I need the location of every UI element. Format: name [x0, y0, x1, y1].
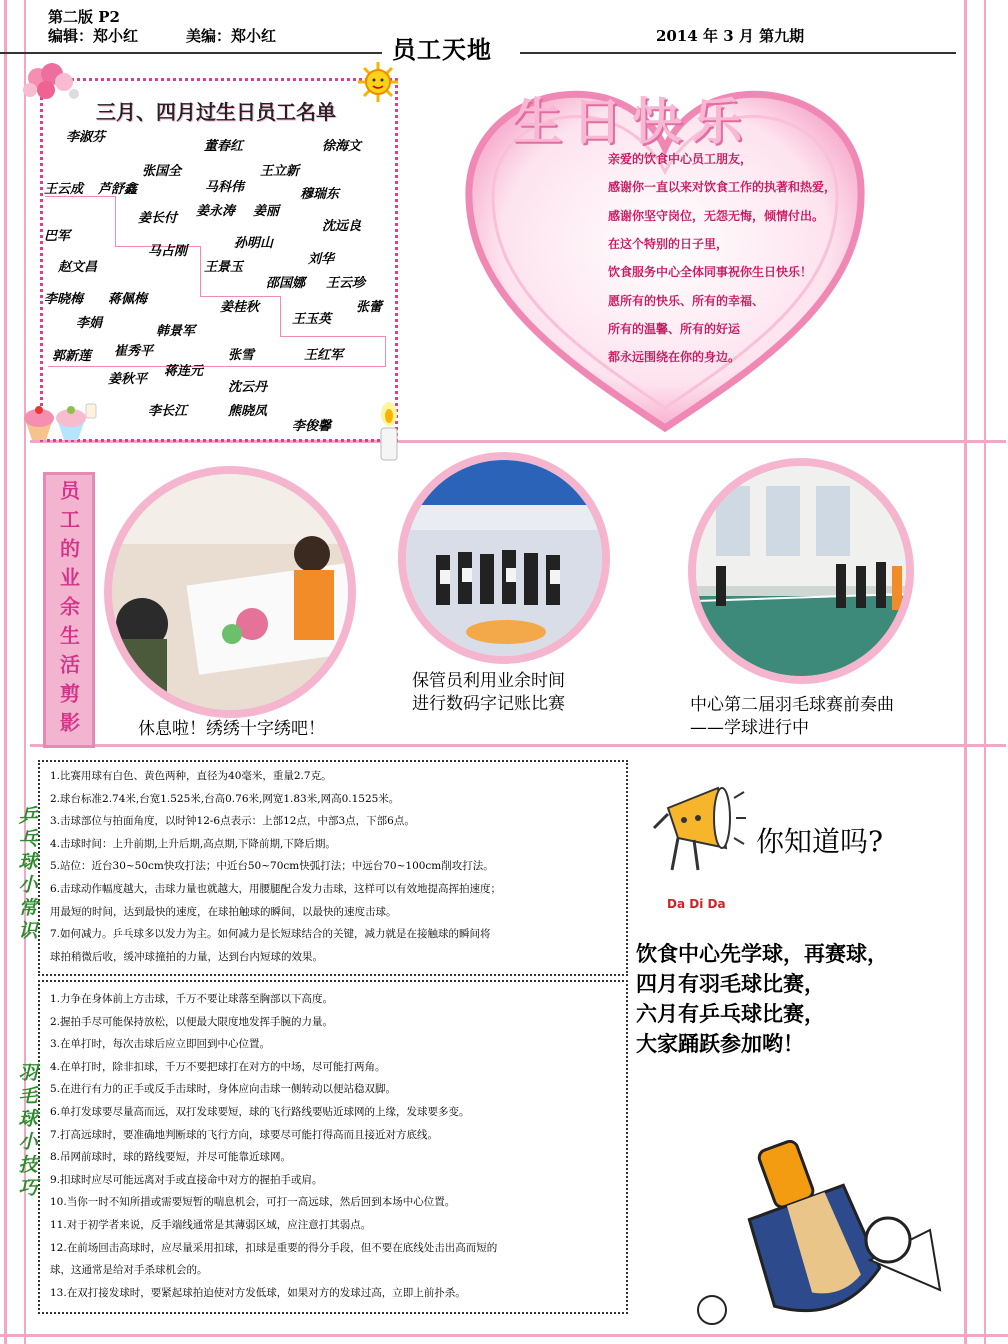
- bottom-rule: [0, 1334, 1008, 1337]
- candle-icon: [374, 400, 404, 462]
- rule-line: 13.在双打接发球时，要紧起球拍迫使对方发低球，如果对方的发球过高，立即上前扑杀。: [50, 1286, 466, 1299]
- rule-line: 7.打高远球时，要准确地判断球的飞行方向，球要尽可能打得高而且接近对方底线。: [50, 1128, 439, 1141]
- frame-right-line: [964, 0, 967, 1344]
- rule-line: 1.比赛用球有白色、黄色两种，直径为40毫米，重量2.7克。: [50, 770, 332, 782]
- rule-line: 用最短的时间，达到最快的速度，在球拍触球的瞬间，以最快的速度击球。: [50, 905, 397, 918]
- badminton-photo: [688, 458, 914, 684]
- caption-badminton-1: 中心第二届羽毛球赛前奏曲: [690, 695, 894, 715]
- rule-line: 9.扣球时应尽可能远离对手或直接命中对方的握拍手或肩。: [50, 1173, 323, 1186]
- mascot-label: Da Di Da: [667, 897, 726, 911]
- did-you-know-line: 大家踊跃参加哟！: [636, 1032, 804, 1056]
- did-you-know-heading: 你知道吗?: [756, 825, 884, 858]
- side-title-char: 球: [18, 1108, 38, 1130]
- birthday-name: 郭新莲: [52, 349, 92, 364]
- side-title-char: 乓: [18, 828, 38, 850]
- rule-line: 4.在单打时，除非扣球，千万不要把球打在对方的中场，尽可能打两角。: [50, 1060, 386, 1073]
- editor-label: 编辑：郑小红: [48, 27, 139, 45]
- rule-line: 5.在进行有力的正手或反手击球时，身体应向击球一侧转动以便站稳双脚。: [50, 1083, 397, 1096]
- side-title-char: 识: [18, 920, 38, 942]
- embroidery-photo: [104, 466, 356, 718]
- section-divider-2: [30, 744, 1006, 747]
- birthday-name: 韩景军: [156, 324, 196, 339]
- birthday-name: 董春红: [204, 139, 244, 154]
- birthday-name: 王云成: [44, 182, 84, 197]
- birthday-message-line: 愿所有的快乐、所有的幸福、: [608, 293, 765, 308]
- issue-label: 2014 年 3 月 第九期: [656, 27, 805, 45]
- birthday-name: 邵国娜: [266, 276, 306, 291]
- birthday-name: 李淑芬: [66, 130, 106, 145]
- flower-bouquet-icon: [18, 56, 80, 108]
- birthday-name: 姜长付: [138, 211, 178, 226]
- rule-line: 2.球台标准2.74米,台宽1.525米,台高0.76米,网宽1.83米,网高0.1525米。: [50, 792, 400, 805]
- rule-line: 7.如何减力。乒乓球多以发力为主。如何减力是长短球结合的关键，减力就是在接触球的瞬间将: [50, 928, 491, 941]
- rule-line: 球拍稍微后收，缓冲球撞拍的力量，达到台内短球的效果。: [50, 950, 323, 963]
- birthday-message-line: 在这个特别的日子里，: [608, 236, 729, 251]
- did-you-know-line: 六月有乒乓球比赛，: [636, 1002, 825, 1026]
- caption-badminton-2: ——学球进行中: [690, 718, 809, 738]
- birthday-name: 芦舒鑫: [98, 182, 138, 197]
- birthday-name: 姜丽: [253, 204, 280, 219]
- side-title-char: 小: [18, 1131, 38, 1153]
- life-vertical-title-text: 员工的业余生活剪影: [56, 479, 81, 741]
- life-vertical-title: [43, 472, 95, 748]
- birthday-name: 李娟: [76, 316, 103, 331]
- rule-line: 6.单打发球要尽量高而远，双打发球要短，球的飞行路线要贴近球网的上缘，发球要多变。: [50, 1106, 470, 1118]
- edition-label: 第二版 P2: [48, 8, 120, 26]
- birthday-name: 熊晓凤: [228, 404, 268, 419]
- birthday-name: 李长江: [148, 404, 188, 419]
- birthday-message-line: 饮食服务中心全体同事祝你生日快乐！: [608, 265, 813, 280]
- birthday-message-line: 亲爱的饮食中心员工朋友，: [608, 152, 753, 166]
- rule-line: 6.击球动作幅度越大，击球力量也就越大，用腰腿配合发力击球，这样可以有效地提高挥拍速度；: [50, 883, 502, 895]
- birthday-name: 徐海文: [322, 139, 362, 154]
- side-title-char: 小: [18, 874, 38, 896]
- header-rule: [0, 52, 382, 54]
- rule-line: 3.击球部位与拍面角度，以时钟12-6点表示：上部12点，中部3点，下部6点。: [50, 815, 415, 828]
- bookkeeping-contest-photo: [398, 452, 610, 664]
- birthday-name: 崔秀平: [114, 344, 154, 359]
- birthday-name: 张雪: [228, 348, 255, 363]
- did-you-know-line: 四月有羽毛球比赛，: [636, 972, 825, 996]
- birthday-name: 蒋连元: [164, 364, 204, 379]
- birthday-message-line: 都永远围绕在你的身边。: [608, 350, 741, 365]
- rule-line: 球，这通常是给对手杀球机会的。: [50, 1264, 208, 1277]
- birthday-name: 张国全: [142, 164, 182, 179]
- birthday-name: 孙明山: [234, 236, 274, 251]
- badminton-side-title: [16, 1062, 40, 1200]
- rule-line: 2.握拍手尽可能保持放松，以便最大限度地发挥手腕的力量。: [50, 1015, 334, 1028]
- birthday-name: 姜永涛: [196, 204, 236, 219]
- rule-line: 1.力争在身体前上方击球，千万不要让球落至胸部以下高度。: [50, 993, 334, 1005]
- birthday-name: 沈远良: [322, 219, 362, 234]
- birthday-name: 李俊馨: [292, 419, 332, 434]
- birthday-name: 王云珍: [326, 276, 366, 291]
- page-title: 员工天地: [392, 36, 492, 64]
- birthday-list-title: 三月、四月过生日员工名单: [96, 100, 336, 124]
- birthday-name: 蒋佩梅: [108, 292, 148, 307]
- cupcake-icon: [18, 392, 98, 442]
- birthday-name: 马科伟: [205, 180, 245, 195]
- birthday-name: 姜秋平: [108, 372, 148, 387]
- birthday-name: 巴军: [44, 229, 71, 244]
- caption-bookkeeping-2: 进行数码字记账比赛: [412, 694, 565, 714]
- birthday-name: 王红军: [304, 348, 344, 363]
- birthday-message-line: 感谢你一直以来对饮食工作的执著和热爱，: [608, 180, 837, 195]
- did-you-know-line: 饮食中心先学球，再赛球，: [636, 942, 888, 966]
- frame-left-line: [4, 0, 7, 1344]
- rule-line: 10.当你一时不知所措或需要短暂的喘息机会，可打一高远球，然后回到本场中心位置。: [50, 1196, 456, 1209]
- birthday-name: 张蕾: [356, 300, 383, 315]
- birthday-message-line: 所有的温馨、所有的好运: [608, 321, 741, 336]
- paddle-shuttlecock-icon: [690, 1140, 956, 1330]
- birthday-heading: 生日快乐: [512, 93, 752, 151]
- sun-icon: [356, 60, 400, 104]
- caption-bookkeeping-1: 保管员利用业余时间: [412, 671, 565, 691]
- birthday-name: 王景玉: [204, 260, 244, 275]
- side-title-char: 球: [18, 851, 38, 873]
- rule-line: 11.对于初学者来说，反手端线通常是其薄弱区域，应注意打其弱点。: [50, 1219, 372, 1231]
- side-title-char: 乒: [18, 805, 38, 827]
- frame-right-line-2: [984, 0, 986, 1344]
- rule-line: 12.在前场回击高球时，应尽量采用扣球，扣球是重要的得分手段，但不要在底线处击出高而短的: [50, 1241, 498, 1254]
- side-title-char: 毛: [18, 1085, 38, 1107]
- birthday-name: 姜桂秋: [220, 300, 260, 315]
- birthday-name: 沈云丹: [228, 380, 268, 395]
- rule-line: 4.击球时间：上升前期,上升后期,高点期,下降前期,下降后期。: [50, 837, 336, 850]
- caption-embroidery: 休息啦！绣绣十字绣吧！: [138, 719, 325, 739]
- megaphone-mascot-icon: [648, 778, 748, 888]
- stair-line: [48, 366, 385, 367]
- birthday-name: 李晓梅: [44, 292, 84, 307]
- side-title-char: 常: [18, 897, 38, 919]
- birthday-name: 赵文昌: [58, 260, 98, 275]
- birthday-name: 穆瑞东: [300, 187, 340, 202]
- pingpong-side-title: [16, 805, 40, 943]
- side-title-char: 巧: [18, 1177, 38, 1199]
- birthday-message-line: 感谢你坚守岗位，无怨无悔，倾情付出。: [608, 208, 825, 223]
- birthday-name: 马占刚: [148, 244, 188, 259]
- side-title-char: 羽: [18, 1062, 38, 1084]
- art-editor-label: 美编：郑小红: [186, 27, 277, 45]
- side-title-char: 技: [18, 1154, 38, 1176]
- header-rule-right: [520, 52, 956, 54]
- birthday-name: 王立新: [260, 164, 300, 179]
- rule-line: 8.吊网前球时，球的路线要短，并尽可能靠近球网。: [50, 1151, 292, 1164]
- birthday-name: 刘华: [308, 252, 335, 267]
- birthday-name: 王玉英: [292, 312, 332, 327]
- rule-line: 5.站位：近台30~50cm快攻打法；中近台50~70cm快弧打法；中远台70~100cm削攻打法。: [50, 860, 494, 873]
- rule-line: 3.在单打时，每次击球后应立即回到中心位置。: [50, 1038, 271, 1051]
